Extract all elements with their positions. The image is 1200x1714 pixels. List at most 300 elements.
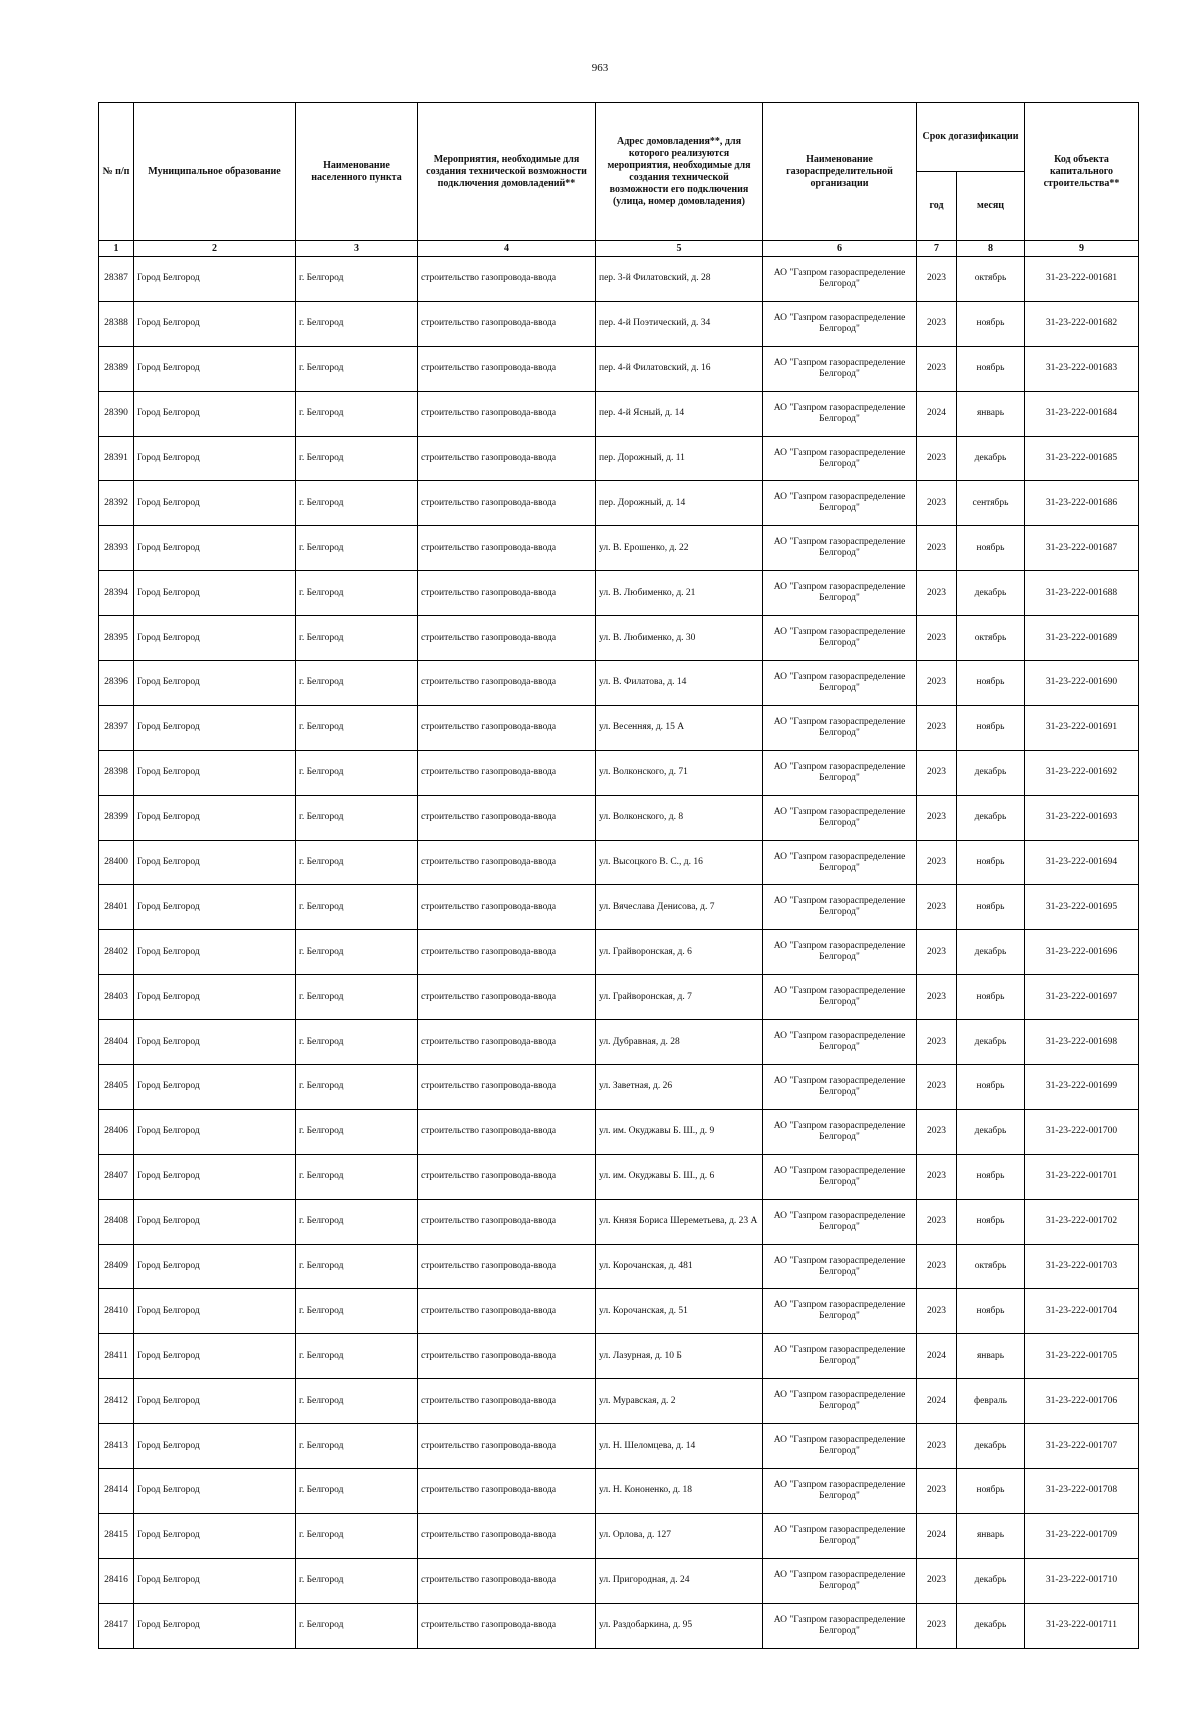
cell-address: пер. Дорожный, д. 11 bbox=[596, 436, 763, 481]
cell-address: ул. В. Филатова, д. 14 bbox=[596, 661, 763, 706]
column-number: 2 bbox=[134, 241, 296, 257]
cell-measures: строительство газопровода-ввода bbox=[418, 436, 596, 481]
cell-organization: АО "Газпром газораспределение Белгород" bbox=[763, 885, 917, 930]
cell-settlement: г. Белгород bbox=[296, 1334, 418, 1379]
cell-object-code: 31-23-222-001706 bbox=[1025, 1379, 1139, 1424]
cell-settlement: г. Белгород bbox=[296, 1244, 418, 1289]
cell-organization: АО "Газпром газораспределение Белгород" bbox=[763, 571, 917, 616]
cell-measures: строительство газопровода-ввода bbox=[418, 840, 596, 885]
cell-measures: строительство газопровода-ввода bbox=[418, 930, 596, 975]
cell-organization: АО "Газпром газораспределение Белгород" bbox=[763, 1469, 917, 1514]
table-row bbox=[99, 1199, 1139, 1244]
cell-year: 2023 bbox=[917, 1424, 957, 1469]
table-row bbox=[99, 1154, 1139, 1199]
cell-municipality: Город Белгород bbox=[134, 526, 296, 571]
cell-object-code: 31-23-222-001697 bbox=[1025, 975, 1139, 1020]
cell-organization: АО "Газпром газораспределение Белгород" bbox=[763, 391, 917, 436]
cell-municipality: Город Белгород bbox=[134, 1558, 296, 1603]
column-number: 1 bbox=[99, 241, 134, 257]
cell-address: пер. 4-й Поэтический, д. 34 bbox=[596, 301, 763, 346]
cell-year: 2023 bbox=[917, 930, 957, 975]
cell-object-code: 31-23-222-001696 bbox=[1025, 930, 1139, 975]
cell-year: 2023 bbox=[917, 1020, 957, 1065]
cell-settlement: г. Белгород bbox=[296, 795, 418, 840]
cell-object-code: 31-23-222-001691 bbox=[1025, 705, 1139, 750]
cell-organization: АО "Газпром газораспределение Белгород" bbox=[763, 1065, 917, 1110]
header-measures: Мероприятия, необходимые для создания технической возможности подключения домовладений** bbox=[418, 103, 596, 241]
cell-organization: АО "Газпром газораспределение Белгород" bbox=[763, 301, 917, 346]
cell-address: ул. Корочанская, д. 51 bbox=[596, 1289, 763, 1334]
cell-month: ноябрь bbox=[957, 1469, 1025, 1514]
column-number-row bbox=[99, 241, 1139, 257]
cell-object-code: 31-23-222-001682 bbox=[1025, 301, 1139, 346]
cell-measures: строительство газопровода-ввода bbox=[418, 1020, 596, 1065]
cell-year: 2023 bbox=[917, 571, 957, 616]
cell-settlement: г. Белгород bbox=[296, 1558, 418, 1603]
cell-measures: строительство газопровода-ввода bbox=[418, 661, 596, 706]
column-number: 8 bbox=[957, 241, 1025, 257]
cell-object-code: 31-23-222-001694 bbox=[1025, 840, 1139, 885]
cell-row-number: 28389 bbox=[99, 346, 134, 391]
cell-row-number: 28414 bbox=[99, 1469, 134, 1514]
cell-measures: строительство газопровода-ввода bbox=[418, 301, 596, 346]
cell-object-code: 31-23-222-001693 bbox=[1025, 795, 1139, 840]
cell-row-number: 28391 bbox=[99, 436, 134, 481]
cell-year: 2024 bbox=[917, 1513, 957, 1558]
cell-month: ноябрь bbox=[957, 301, 1025, 346]
cell-settlement: г. Белгород bbox=[296, 526, 418, 571]
cell-organization: АО "Газпром газораспределение Белгород" bbox=[763, 1603, 917, 1648]
cell-address: пер. 4-й Филатовский, д. 16 bbox=[596, 346, 763, 391]
cell-municipality: Город Белгород bbox=[134, 750, 296, 795]
header-organization: Наименование газораспределительной организации bbox=[763, 103, 917, 241]
cell-measures: строительство газопровода-ввода bbox=[418, 1289, 596, 1334]
cell-organization: АО "Газпром газораспределение Белгород" bbox=[763, 930, 917, 975]
cell-object-code: 31-23-222-001699 bbox=[1025, 1065, 1139, 1110]
cell-municipality: Город Белгород bbox=[134, 1289, 296, 1334]
cell-settlement: г. Белгород bbox=[296, 840, 418, 885]
cell-settlement: г. Белгород bbox=[296, 1199, 418, 1244]
cell-organization: АО "Газпром газораспределение Белгород" bbox=[763, 705, 917, 750]
cell-row-number: 28388 bbox=[99, 301, 134, 346]
cell-settlement: г. Белгород bbox=[296, 391, 418, 436]
cell-object-code: 31-23-222-001698 bbox=[1025, 1020, 1139, 1065]
cell-measures: строительство газопровода-ввода bbox=[418, 1379, 596, 1424]
cell-municipality: Город Белгород bbox=[134, 1109, 296, 1154]
cell-object-code: 31-23-222-001708 bbox=[1025, 1469, 1139, 1514]
cell-organization: АО "Газпром газораспределение Белгород" bbox=[763, 1244, 917, 1289]
cell-row-number: 28398 bbox=[99, 750, 134, 795]
cell-organization: АО "Газпром газораспределение Белгород" bbox=[763, 1020, 917, 1065]
cell-measures: строительство газопровода-ввода bbox=[418, 1603, 596, 1648]
header-deadline-group: Срок догазификации bbox=[917, 103, 1025, 172]
table-row bbox=[99, 571, 1139, 616]
cell-organization: АО "Газпром газораспределение Белгород" bbox=[763, 481, 917, 526]
cell-month: январь bbox=[957, 1513, 1025, 1558]
cell-measures: строительство газопровода-ввода bbox=[418, 257, 596, 302]
table-row bbox=[99, 1424, 1139, 1469]
cell-address: ул. В. Ерошенко, д. 22 bbox=[596, 526, 763, 571]
cell-object-code: 31-23-222-001700 bbox=[1025, 1109, 1139, 1154]
table-row bbox=[99, 481, 1139, 526]
cell-address: ул. им. Окуджавы Б. Ш., д. 9 bbox=[596, 1109, 763, 1154]
cell-month: ноябрь bbox=[957, 1065, 1025, 1110]
cell-municipality: Город Белгород bbox=[134, 885, 296, 930]
table-row bbox=[99, 930, 1139, 975]
cell-settlement: г. Белгород bbox=[296, 346, 418, 391]
cell-organization: АО "Газпром газораспределение Белгород" bbox=[763, 1558, 917, 1603]
cell-row-number: 28395 bbox=[99, 616, 134, 661]
cell-municipality: Город Белгород bbox=[134, 571, 296, 616]
cell-address: ул. Князя Бориса Шереметьева, д. 23 А bbox=[596, 1199, 763, 1244]
cell-month: октябрь bbox=[957, 257, 1025, 302]
table-row bbox=[99, 1244, 1139, 1289]
page-number: 963 bbox=[591, 62, 609, 74]
cell-measures: строительство газопровода-ввода bbox=[418, 1244, 596, 1289]
cell-row-number: 28400 bbox=[99, 840, 134, 885]
cell-municipality: Город Белгород bbox=[134, 795, 296, 840]
header-address: Адрес домовладения**, для которого реализуются мероприятия, необходимые для создания технической возможности его подключения (улица, номер домовладения) bbox=[596, 103, 763, 241]
cell-organization: АО "Газпром газораспределение Белгород" bbox=[763, 1199, 917, 1244]
table-row bbox=[99, 661, 1139, 706]
table-body bbox=[99, 257, 1139, 1649]
cell-organization: АО "Газпром газораспределение Белгород" bbox=[763, 1109, 917, 1154]
cell-row-number: 28405 bbox=[99, 1065, 134, 1110]
cell-month: декабрь bbox=[957, 1603, 1025, 1648]
cell-month: октябрь bbox=[957, 616, 1025, 661]
cell-object-code: 31-23-222-001692 bbox=[1025, 750, 1139, 795]
cell-year: 2023 bbox=[917, 840, 957, 885]
cell-object-code: 31-23-222-001690 bbox=[1025, 661, 1139, 706]
cell-month: ноябрь bbox=[957, 840, 1025, 885]
cell-measures: строительство газопровода-ввода bbox=[418, 1065, 596, 1110]
cell-year: 2023 bbox=[917, 1558, 957, 1603]
cell-year: 2023 bbox=[917, 1289, 957, 1334]
cell-settlement: г. Белгород bbox=[296, 1020, 418, 1065]
cell-settlement: г. Белгород bbox=[296, 1424, 418, 1469]
cell-object-code: 31-23-222-001707 bbox=[1025, 1424, 1139, 1469]
table-row bbox=[99, 436, 1139, 481]
cell-month: декабрь bbox=[957, 571, 1025, 616]
cell-object-code: 31-23-222-001710 bbox=[1025, 1558, 1139, 1603]
cell-organization: АО "Газпром газораспределение Белгород" bbox=[763, 795, 917, 840]
table-row bbox=[99, 346, 1139, 391]
cell-month: декабрь bbox=[957, 930, 1025, 975]
cell-object-code: 31-23-222-001711 bbox=[1025, 1603, 1139, 1648]
cell-month: ноябрь bbox=[957, 1199, 1025, 1244]
cell-address: ул. Высоцкого В. С., д. 16 bbox=[596, 840, 763, 885]
cell-month: январь bbox=[957, 391, 1025, 436]
cell-measures: строительство газопровода-ввода bbox=[418, 391, 596, 436]
cell-municipality: Город Белгород bbox=[134, 1469, 296, 1514]
cell-object-code: 31-23-222-001684 bbox=[1025, 391, 1139, 436]
cell-organization: АО "Газпром газораспределение Белгород" bbox=[763, 1334, 917, 1379]
cell-municipality: Город Белгород bbox=[134, 930, 296, 975]
cell-object-code: 31-23-222-001695 bbox=[1025, 885, 1139, 930]
cell-month: ноябрь bbox=[957, 705, 1025, 750]
cell-settlement: г. Белгород bbox=[296, 930, 418, 975]
cell-settlement: г. Белгород bbox=[296, 885, 418, 930]
cell-month: декабрь bbox=[957, 436, 1025, 481]
cell-settlement: г. Белгород bbox=[296, 1065, 418, 1110]
table-row bbox=[99, 705, 1139, 750]
cell-municipality: Город Белгород bbox=[134, 301, 296, 346]
cell-row-number: 28387 bbox=[99, 257, 134, 302]
table-row bbox=[99, 840, 1139, 885]
cell-organization: АО "Газпром газораспределение Белгород" bbox=[763, 526, 917, 571]
table-row bbox=[99, 1469, 1139, 1514]
cell-row-number: 28402 bbox=[99, 930, 134, 975]
cell-month: декабрь bbox=[957, 750, 1025, 795]
cell-organization: АО "Газпром газораспределение Белгород" bbox=[763, 257, 917, 302]
cell-municipality: Город Белгород bbox=[134, 840, 296, 885]
cell-row-number: 28417 bbox=[99, 1603, 134, 1648]
cell-object-code: 31-23-222-001685 bbox=[1025, 436, 1139, 481]
cell-address: ул. Весенняя, д. 15 А bbox=[596, 705, 763, 750]
cell-year: 2024 bbox=[917, 391, 957, 436]
header-settlement: Наименование населенного пункта bbox=[296, 103, 418, 241]
cell-year: 2023 bbox=[917, 257, 957, 302]
cell-municipality: Город Белгород bbox=[134, 1065, 296, 1110]
cell-row-number: 28401 bbox=[99, 885, 134, 930]
cell-municipality: Город Белгород bbox=[134, 1244, 296, 1289]
cell-row-number: 28404 bbox=[99, 1020, 134, 1065]
cell-object-code: 31-23-222-001686 bbox=[1025, 481, 1139, 526]
table-row bbox=[99, 795, 1139, 840]
cell-measures: строительство газопровода-ввода bbox=[418, 1109, 596, 1154]
cell-address: ул. Лазурная, д. 10 Б bbox=[596, 1334, 763, 1379]
cell-organization: АО "Газпром газораспределение Белгород" bbox=[763, 1513, 917, 1558]
cell-year: 2023 bbox=[917, 661, 957, 706]
cell-organization: АО "Газпром газораспределение Белгород" bbox=[763, 1154, 917, 1199]
table-row bbox=[99, 1109, 1139, 1154]
cell-municipality: Город Белгород bbox=[134, 391, 296, 436]
cell-address: ул. Н. Кононенко, д. 18 bbox=[596, 1469, 763, 1514]
cell-municipality: Город Белгород bbox=[134, 1513, 296, 1558]
header-object-code: Код объекта капитального строительства** bbox=[1025, 103, 1139, 241]
cell-organization: АО "Газпром газораспределение Белгород" bbox=[763, 840, 917, 885]
cell-settlement: г. Белгород bbox=[296, 1289, 418, 1334]
cell-month: декабрь bbox=[957, 1558, 1025, 1603]
cell-measures: строительство газопровода-ввода bbox=[418, 1513, 596, 1558]
cell-address: ул. Муравская, д. 2 bbox=[596, 1379, 763, 1424]
cell-month: февраль bbox=[957, 1379, 1025, 1424]
cell-month: ноябрь bbox=[957, 346, 1025, 391]
table-row bbox=[99, 1513, 1139, 1558]
table-row bbox=[99, 1558, 1139, 1603]
cell-object-code: 31-23-222-001704 bbox=[1025, 1289, 1139, 1334]
table-row bbox=[99, 526, 1139, 571]
cell-municipality: Город Белгород bbox=[134, 661, 296, 706]
table-row bbox=[99, 301, 1139, 346]
cell-measures: строительство газопровода-ввода bbox=[418, 571, 596, 616]
cell-address: ул. Волконского, д. 71 bbox=[596, 750, 763, 795]
cell-address: ул. Волконского, д. 8 bbox=[596, 795, 763, 840]
table-row bbox=[99, 1379, 1139, 1424]
cell-month: ноябрь bbox=[957, 526, 1025, 571]
cell-year: 2023 bbox=[917, 1065, 957, 1110]
cell-settlement: г. Белгород bbox=[296, 257, 418, 302]
cell-month: декабрь bbox=[957, 1109, 1025, 1154]
cell-organization: АО "Газпром газораспределение Белгород" bbox=[763, 750, 917, 795]
cell-settlement: г. Белгород bbox=[296, 1154, 418, 1199]
cell-year: 2023 bbox=[917, 1154, 957, 1199]
table-row bbox=[99, 1334, 1139, 1379]
cell-year: 2023 bbox=[917, 975, 957, 1020]
cell-row-number: 28410 bbox=[99, 1289, 134, 1334]
cell-municipality: Город Белгород bbox=[134, 1334, 296, 1379]
cell-object-code: 31-23-222-001683 bbox=[1025, 346, 1139, 391]
cell-year: 2023 bbox=[917, 481, 957, 526]
cell-address: ул. Н. Шеломцева, д. 14 bbox=[596, 1424, 763, 1469]
cell-row-number: 28403 bbox=[99, 975, 134, 1020]
cell-settlement: г. Белгород bbox=[296, 616, 418, 661]
cell-address: ул. Корочанская, д. 481 bbox=[596, 1244, 763, 1289]
cell-municipality: Город Белгород bbox=[134, 616, 296, 661]
cell-municipality: Город Белгород bbox=[134, 1154, 296, 1199]
cell-organization: АО "Газпром газораспределение Белгород" bbox=[763, 346, 917, 391]
cell-municipality: Город Белгород bbox=[134, 436, 296, 481]
table-row bbox=[99, 1289, 1139, 1334]
cell-address: ул. Раздобаркина, д. 95 bbox=[596, 1603, 763, 1648]
cell-month: декабрь bbox=[957, 795, 1025, 840]
cell-month: декабрь bbox=[957, 1020, 1025, 1065]
cell-municipality: Город Белгород bbox=[134, 1603, 296, 1648]
cell-address: ул. Грайворонская, д. 6 bbox=[596, 930, 763, 975]
cell-object-code: 31-23-222-001689 bbox=[1025, 616, 1139, 661]
column-number: 4 bbox=[418, 241, 596, 257]
cell-year: 2024 bbox=[917, 1379, 957, 1424]
cell-year: 2023 bbox=[917, 436, 957, 481]
cell-measures: строительство газопровода-ввода bbox=[418, 1199, 596, 1244]
table-row bbox=[99, 391, 1139, 436]
cell-settlement: г. Белгород bbox=[296, 571, 418, 616]
cell-organization: АО "Газпром газораспределение Белгород" bbox=[763, 436, 917, 481]
header-row-number: № п/п bbox=[99, 103, 134, 241]
cell-month: декабрь bbox=[957, 1424, 1025, 1469]
cell-month: сентябрь bbox=[957, 481, 1025, 526]
table-row bbox=[99, 1603, 1139, 1648]
column-number: 7 bbox=[917, 241, 957, 257]
cell-month: ноябрь bbox=[957, 975, 1025, 1020]
cell-settlement: г. Белгород bbox=[296, 705, 418, 750]
cell-measures: строительство газопровода-ввода bbox=[418, 1154, 596, 1199]
cell-month: ноябрь bbox=[957, 661, 1025, 706]
cell-row-number: 28416 bbox=[99, 1558, 134, 1603]
column-number: 9 bbox=[1025, 241, 1139, 257]
column-number: 5 bbox=[596, 241, 763, 257]
cell-object-code: 31-23-222-001703 bbox=[1025, 1244, 1139, 1289]
cell-municipality: Город Белгород bbox=[134, 1020, 296, 1065]
table-row bbox=[99, 1020, 1139, 1065]
table-row bbox=[99, 885, 1139, 930]
cell-settlement: г. Белгород bbox=[296, 436, 418, 481]
cell-row-number: 28411 bbox=[99, 1334, 134, 1379]
cell-row-number: 28412 bbox=[99, 1379, 134, 1424]
cell-municipality: Город Белгород bbox=[134, 1379, 296, 1424]
cell-address: ул. Пригородная, д. 24 bbox=[596, 1558, 763, 1603]
cell-settlement: г. Белгород bbox=[296, 1379, 418, 1424]
cell-measures: строительство газопровода-ввода bbox=[418, 481, 596, 526]
cell-row-number: 28407 bbox=[99, 1154, 134, 1199]
cell-month: ноябрь bbox=[957, 1289, 1025, 1334]
cell-address: ул. Дубравная, д. 28 bbox=[596, 1020, 763, 1065]
gasification-table bbox=[98, 102, 1139, 1649]
cell-settlement: г. Белгород bbox=[296, 750, 418, 795]
cell-address: ул. В. Любименко, д. 21 bbox=[596, 571, 763, 616]
cell-row-number: 28415 bbox=[99, 1513, 134, 1558]
cell-year: 2023 bbox=[917, 526, 957, 571]
cell-object-code: 31-23-222-001705 bbox=[1025, 1334, 1139, 1379]
cell-address: ул. Вячеслава Денисова, д. 7 bbox=[596, 885, 763, 930]
cell-row-number: 28397 bbox=[99, 705, 134, 750]
cell-measures: строительство газопровода-ввода bbox=[418, 1558, 596, 1603]
cell-year: 2023 bbox=[917, 616, 957, 661]
cell-object-code: 31-23-222-001702 bbox=[1025, 1199, 1139, 1244]
cell-address: ул. Грайворонская, д. 7 bbox=[596, 975, 763, 1020]
cell-measures: строительство газопровода-ввода bbox=[418, 975, 596, 1020]
cell-settlement: г. Белгород bbox=[296, 301, 418, 346]
cell-organization: АО "Газпром газораспределение Белгород" bbox=[763, 1289, 917, 1334]
table-row bbox=[99, 1065, 1139, 1110]
cell-measures: строительство газопровода-ввода bbox=[418, 1424, 596, 1469]
cell-settlement: г. Белгород bbox=[296, 1469, 418, 1514]
cell-row-number: 28396 bbox=[99, 661, 134, 706]
table-header bbox=[99, 103, 1139, 257]
cell-object-code: 31-23-222-001688 bbox=[1025, 571, 1139, 616]
cell-municipality: Город Белгород bbox=[134, 705, 296, 750]
column-number: 6 bbox=[763, 241, 917, 257]
cell-object-code: 31-23-222-001681 bbox=[1025, 257, 1139, 302]
cell-year: 2023 bbox=[917, 1244, 957, 1289]
cell-municipality: Город Белгород bbox=[134, 1424, 296, 1469]
cell-measures: строительство газопровода-ввода bbox=[418, 616, 596, 661]
table-row bbox=[99, 257, 1139, 302]
cell-year: 2023 bbox=[917, 1109, 957, 1154]
column-number: 3 bbox=[296, 241, 418, 257]
cell-settlement: г. Белгород bbox=[296, 481, 418, 526]
cell-settlement: г. Белгород bbox=[296, 661, 418, 706]
cell-year: 2023 bbox=[917, 750, 957, 795]
cell-row-number: 28399 bbox=[99, 795, 134, 840]
cell-year: 2023 bbox=[917, 885, 957, 930]
cell-settlement: г. Белгород bbox=[296, 1513, 418, 1558]
cell-year: 2023 bbox=[917, 1603, 957, 1648]
cell-municipality: Город Белгород bbox=[134, 975, 296, 1020]
cell-row-number: 28393 bbox=[99, 526, 134, 571]
cell-month: октябрь bbox=[957, 1244, 1025, 1289]
header-year: год bbox=[917, 172, 957, 241]
cell-year: 2023 bbox=[917, 346, 957, 391]
cell-municipality: Город Белгород bbox=[134, 1199, 296, 1244]
cell-row-number: 28409 bbox=[99, 1244, 134, 1289]
cell-address: ул. В. Любименко, д. 30 bbox=[596, 616, 763, 661]
cell-settlement: г. Белгород bbox=[296, 1109, 418, 1154]
cell-measures: строительство газопровода-ввода bbox=[418, 795, 596, 840]
cell-row-number: 28406 bbox=[99, 1109, 134, 1154]
cell-year: 2024 bbox=[917, 1334, 957, 1379]
cell-object-code: 31-23-222-001701 bbox=[1025, 1154, 1139, 1199]
cell-year: 2023 bbox=[917, 301, 957, 346]
table-row bbox=[99, 616, 1139, 661]
cell-address: ул. Заветная, д. 26 bbox=[596, 1065, 763, 1110]
cell-municipality: Город Белгород bbox=[134, 257, 296, 302]
header-month: месяц bbox=[957, 172, 1025, 241]
cell-year: 2023 bbox=[917, 705, 957, 750]
cell-row-number: 28408 bbox=[99, 1199, 134, 1244]
cell-measures: строительство газопровода-ввода bbox=[418, 1469, 596, 1514]
cell-address: пер. 3-й Филатовский, д. 28 bbox=[596, 257, 763, 302]
